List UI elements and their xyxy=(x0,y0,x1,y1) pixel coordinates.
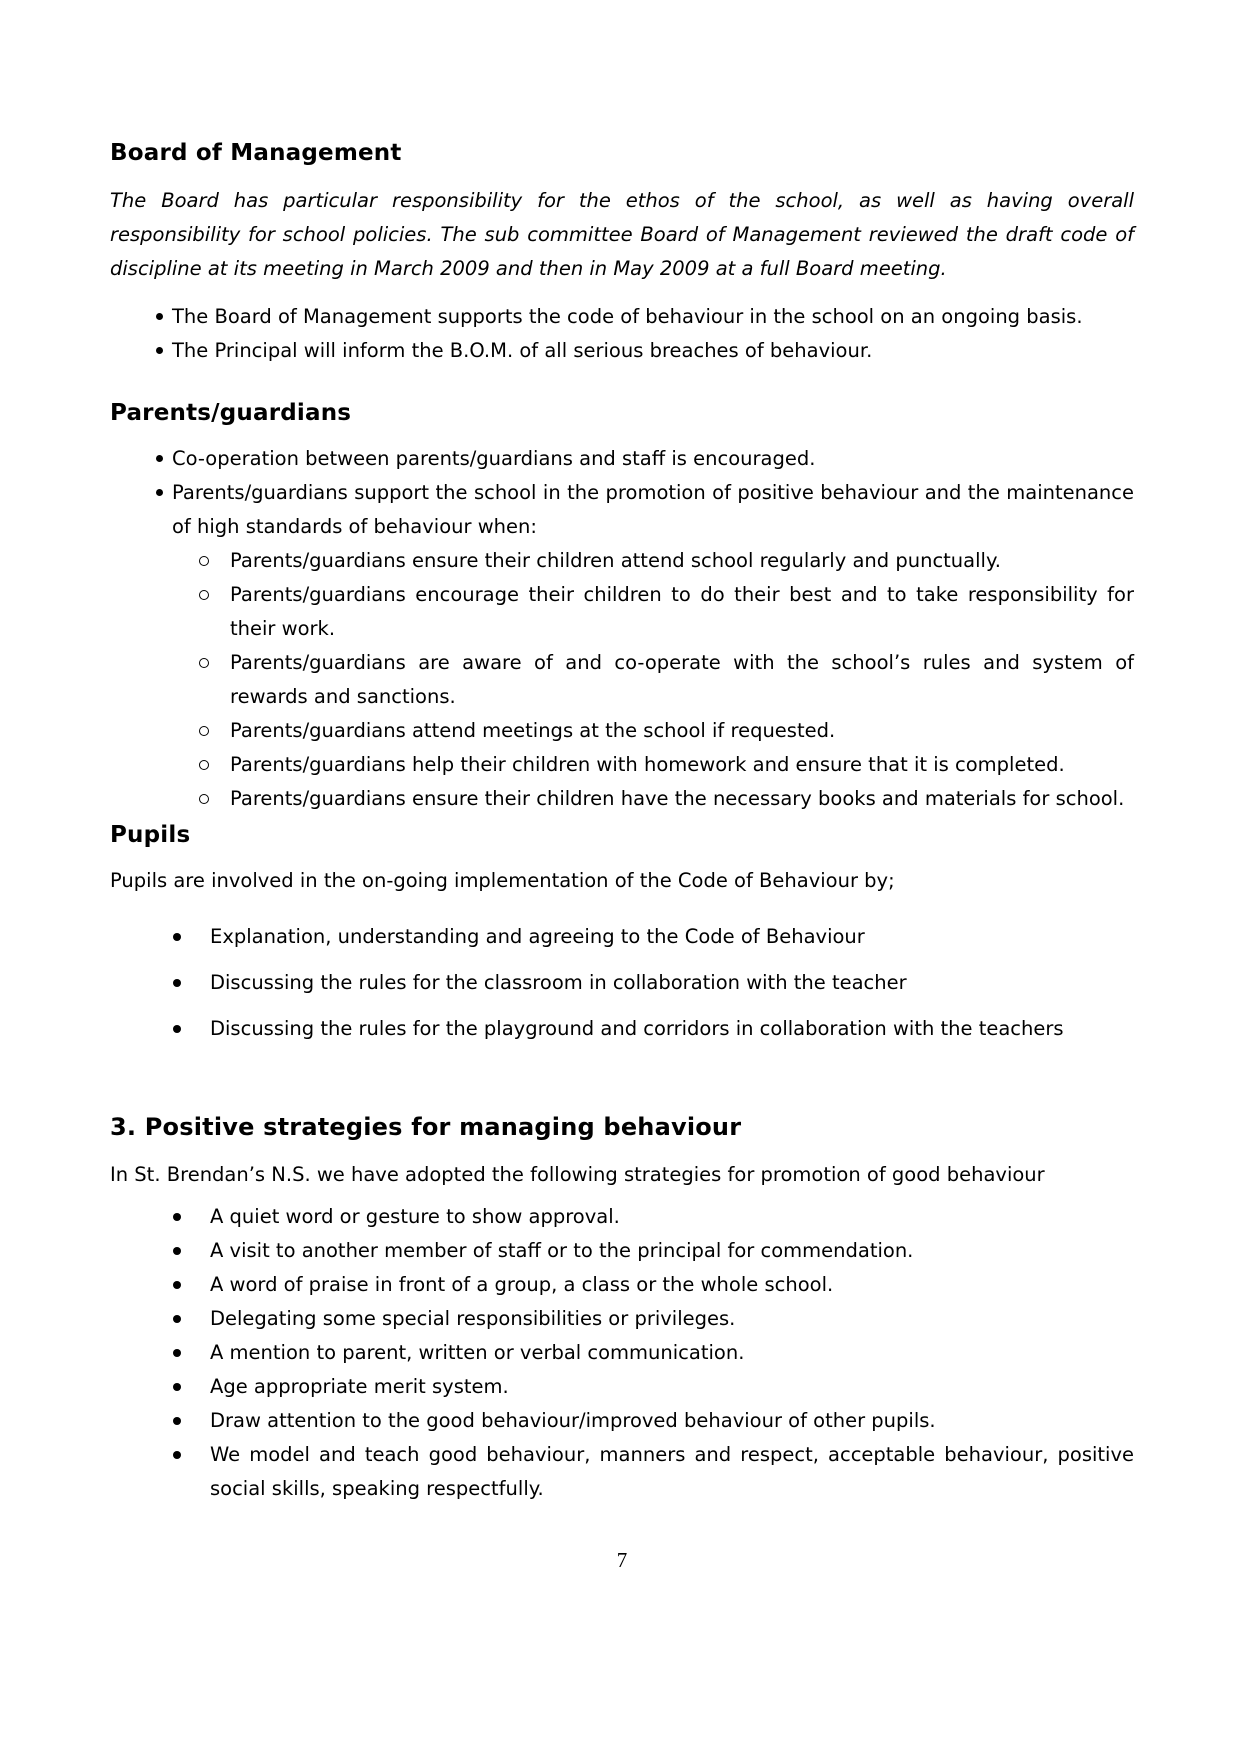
pupils-heading: Pupils xyxy=(110,822,191,848)
list-item: Parents/guardians help their children with homework and ensure that it is completed. xyxy=(230,748,1134,782)
pupils-bullet-list xyxy=(110,920,1134,1046)
list-item: The Principal will inform the B.O.M. of all serious breaches of behaviour. xyxy=(172,334,1134,368)
list-item: Parents/guardians ensure their children attend school regularly and punctually. xyxy=(230,544,1134,578)
list-item: Draw attention to the good behaviour/improved behaviour of other pupils. xyxy=(210,1404,1134,1438)
list-item: Parents/guardians ensure their children have the necessary books and materials for school. xyxy=(230,782,1134,816)
positive-strategies-heading: 3. Positive strategies for managing behaviour xyxy=(110,1113,742,1141)
strategies-bullet-list xyxy=(110,1200,1134,1506)
strategies-intro-paragraph: In St. Brendan’s N.S. we have adopted the following strategies for promotion of good behaviour xyxy=(110,1163,1045,1186)
list-item: Parents/guardians are aware of and co-operate with the school’s rules and system of rewards and sanctions. xyxy=(230,646,1134,714)
list-item: Parents/guardians support the school in the promotion of positive behaviour and the maintenance of high standards of behaviour when: xyxy=(172,476,1134,544)
list-item: We model and teach good behaviour, manners and respect, acceptable behaviour, positive social skills, speaking respectfully. xyxy=(210,1438,1134,1506)
list-item: Age appropriate merit system. xyxy=(210,1370,1134,1404)
board-of-management-heading: Board of Management xyxy=(110,140,402,166)
list-item: A visit to another member of staff or to the principal for commendation. xyxy=(210,1234,1134,1268)
list-item: The Board of Management supports the code of behaviour in the school on an ongoing basis. xyxy=(172,300,1134,334)
list-item: A mention to parent, written or verbal communication. xyxy=(210,1336,1134,1370)
pupils-intro-paragraph: Pupils are involved in the on-going implementation of the Code of Behaviour by; xyxy=(110,869,895,892)
list-item: Parents/guardians attend meetings at the school if requested. xyxy=(230,714,1134,748)
page-number: 7 xyxy=(616,1548,628,1572)
list-item: Discussing the rules for the classroom in collaboration with the teacher xyxy=(210,966,1134,1000)
list-item: A word of praise in front of a group, a class or the whole school. xyxy=(210,1268,1134,1302)
list-item: Co-operation between parents/guardians and staff is encouraged. xyxy=(172,442,1134,476)
list-item: Parents/guardians encourage their children to do their best and to take responsibility for their work. xyxy=(230,578,1134,646)
list-item: A quiet word or gesture to show approval. xyxy=(210,1200,1134,1234)
board-intro-paragraph: The Board has particular responsibility for the ethos of the school, as well as having overall responsibility for school policies. The sub committee Board of Management reviewed the draft code of discipline at its meeting in March 2009 and then in May 2009 at a full Board meeting. xyxy=(110,189,1134,280)
parents-bullet-list xyxy=(110,442,1134,544)
list-item: Delegating some special responsibilities or privileges. xyxy=(210,1302,1134,1336)
parents-sub-bullet-list xyxy=(110,544,1134,816)
board-bullet-list xyxy=(110,300,1134,368)
list-item: Explanation, understanding and agreeing to the Code of Behaviour xyxy=(210,920,1134,954)
parents-guardians-heading: Parents/guardians xyxy=(110,400,352,426)
list-item: Discussing the rules for the playground and corridors in collaboration with the teachers xyxy=(210,1012,1134,1046)
